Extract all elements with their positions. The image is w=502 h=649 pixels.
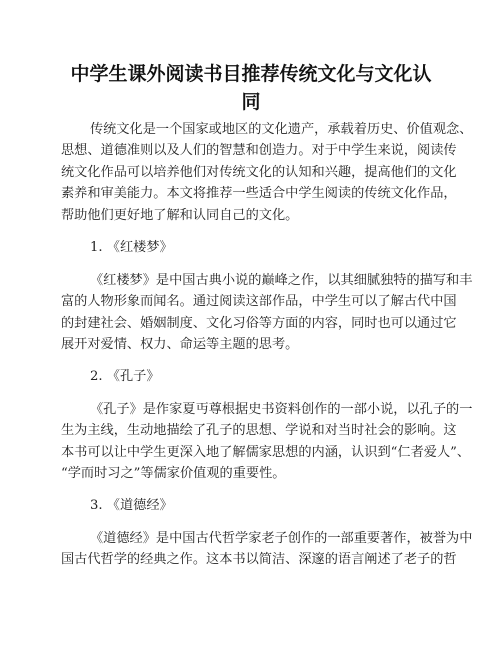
intro-line: 传统文化是一个国家或地区的文化遗产，承载着历史、价值观念、 xyxy=(90,122,473,137)
section-line: 《道德经》是中国古代哲学家老子创作的一部重要著作，被誉为中 xyxy=(90,531,473,546)
title-line-2: 同 xyxy=(241,91,261,113)
section-line: 《孔子》是作家夏丏尊根据史书资料创作的一部小说，以孔子的一 xyxy=(90,402,473,417)
section-line: “学而时习之”等儒家价值观的重要性。 xyxy=(61,466,286,481)
section-heading: 1. 《红楼梦》 xyxy=(90,240,173,255)
section-line: 《红楼梦》是中国古典小说的巅峰之作，以其细腻独特的描写和丰 xyxy=(90,273,473,288)
section-heading: 3. 《道德经》 xyxy=(90,498,173,513)
section-line: 富的人物形象而闻名。通过阅读这部作品，中学生可以了解古代中国 xyxy=(61,294,457,309)
section-heading: 2. 《孔子》 xyxy=(90,369,160,384)
document-title xyxy=(60,60,442,116)
intro-line: 素养和审美能力。本文将推荐一些适合中学生阅读的传统文化作品， xyxy=(61,186,457,201)
intro-line: 思想、道德准则以及人们的智慧和创造力。对于中学生来说，阅读传 xyxy=(61,143,457,158)
section-line: 展开对爱情、权力、命运等主题的思考。 xyxy=(61,337,299,352)
section-line: 本书可以让中学生更深入地了解儒家思想的内涵，认识到“仁者爱人”、 xyxy=(61,445,471,460)
section-line: 的封建社会、婚姻制度、文化习俗等方面的内容，同时也可以通过它 xyxy=(61,316,457,331)
intro-line: 帮助他们更好地了解和认同自己的文化。 xyxy=(61,208,299,223)
intro-line: 统文化作品可以培养他们对传统文化的认知和兴趣，提高他们的文化 xyxy=(61,165,457,180)
title-line-1: 中学生课外阅读书目推荐传统文化与文化认 xyxy=(70,63,432,85)
section-line: 生为主线，生动地描绘了孔子的思想、学说和对当时社会的影响。这 xyxy=(61,423,457,438)
section-line: 国古代哲学的经典之作。这本书以简洁、深邃的语言阐述了老子的哲 xyxy=(61,552,457,567)
